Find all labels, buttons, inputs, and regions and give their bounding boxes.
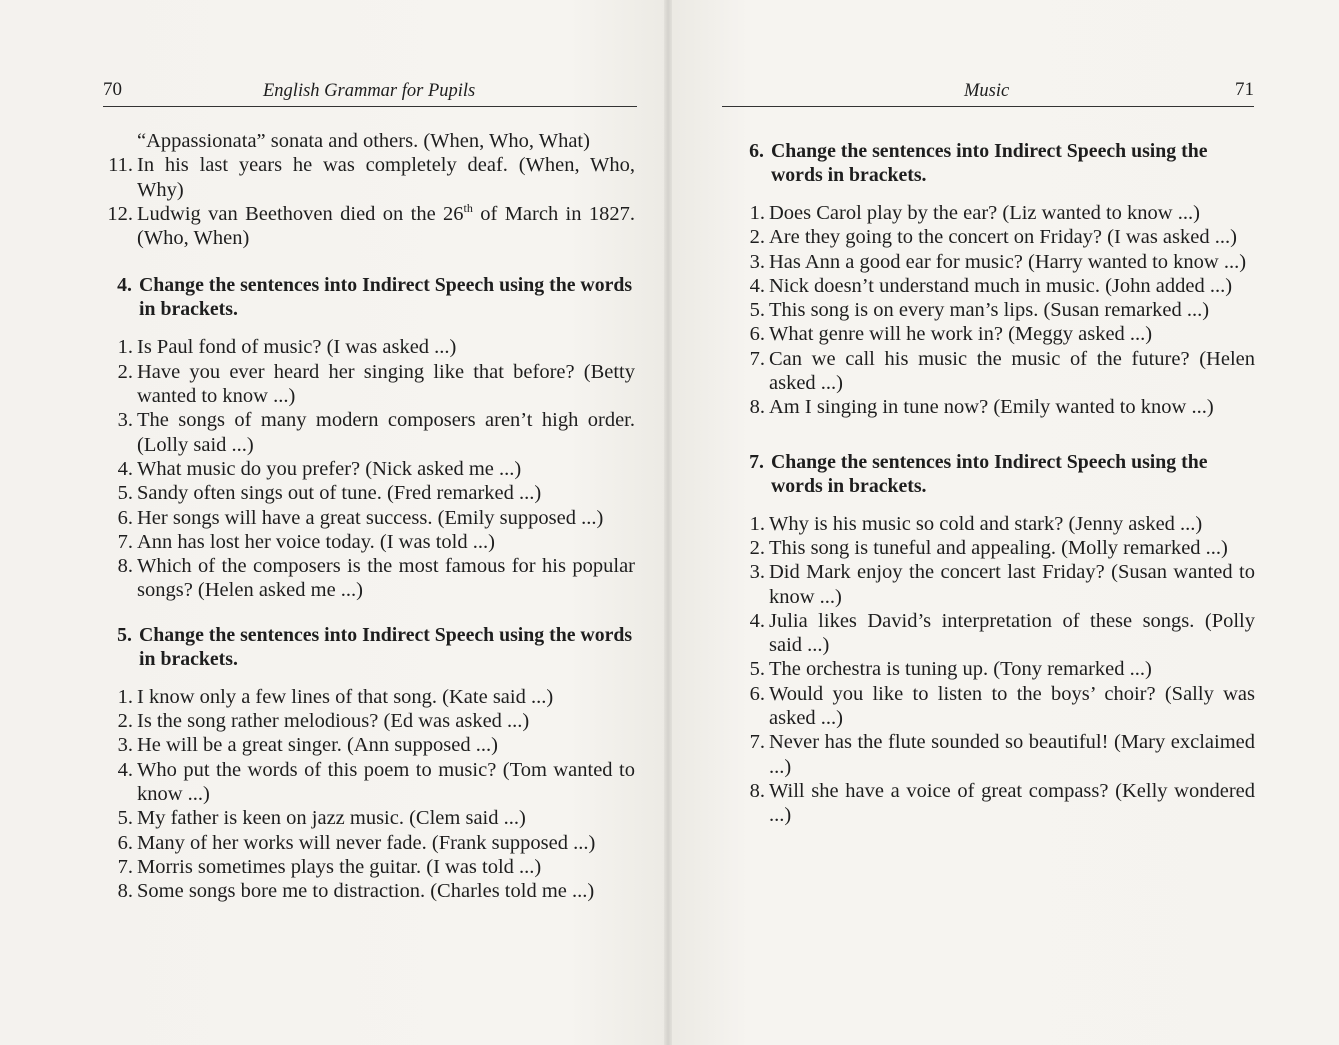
item-number: 4. [749,274,765,297]
item-text: In his last years he was completely deaf. (When, Who, Why) [137,154,635,201]
exercise-number: 4. [117,274,132,297]
list-item [104,153,635,202]
list-item [104,855,635,879]
item-text: Why is his music so cold and stark? (Jenny asked ...) [769,512,1203,535]
right-page [668,0,1339,1045]
left-page [0,0,668,1045]
exercise-number: 6. [749,140,764,162]
item-number: 3. [117,409,133,432]
item-text: Are they going to the concert on Friday? (I was asked ...) [769,226,1237,249]
list-item [736,250,1255,274]
item-text: This song is tuneful and appealing. (Molly remarked ...) [769,536,1228,559]
list-item [736,512,1255,536]
list-item [104,554,635,603]
list-item [104,758,635,807]
exercise-heading [104,273,635,321]
item-number: 11. [108,154,133,177]
item-number: 4. [117,457,133,480]
item-text: This song is on every man’s lips. (Susan remarked ...) [769,299,1210,322]
item-number: 8. [117,555,133,578]
exercise-instruction: Change the sentences into Indirect Speech using the words in brackets. [139,274,633,321]
item-number: 8. [117,880,133,903]
item-number: 6. [749,682,765,705]
list-item [736,657,1255,681]
item-text: Is the song rather melodious? (Ed was asked ...) [137,710,530,733]
item-text: Did Mark enjoy the concert last Friday? (Susan wanted to know ...) [769,561,1255,608]
left-page-content [104,129,635,903]
item-text: Has Ann a good ear for music? (Harry wanted to know ...) [769,250,1247,273]
item-number: 3. [117,734,133,757]
item-text: Never has the flute sounded so beautiful! (Mary exclaimed ...) [769,731,1255,778]
item-number: 4. [749,609,765,632]
left-running-head [103,78,637,107]
right-page-number: 71 [1235,79,1254,100]
item-text: Is Paul fond of music? (I was asked ...) [137,336,457,359]
list-item [736,225,1255,249]
item-number: 6. [749,323,765,346]
item-text: Who put the words of this poem to music? (Tom wanted to know ...) [137,758,635,805]
item-text: The orchestra is tuning up. (Tony remarked ...) [769,658,1152,681]
item-text: What genre will he work in? (Meggy asked ...) [769,323,1153,346]
list-item [104,481,635,505]
list-item [104,457,635,481]
item-number: 7. [749,731,765,754]
item-text-part: Ludwig van Beethoven died on the 26 [137,202,464,225]
item-number: 2. [117,360,133,383]
list-item [736,779,1255,828]
exercise-heading [736,139,1255,187]
item-number: 7. [749,347,765,370]
list-item [104,530,635,554]
item-number: 5. [749,299,765,322]
item-number: 1. [749,202,765,224]
item-number: 1. [117,685,133,708]
list-item [736,274,1255,298]
right-running-head [722,78,1254,107]
list-item [736,536,1255,560]
item-number: 1. [117,336,133,359]
left-running-title: English Grammar for Pupils [263,81,476,101]
list-item [104,831,635,855]
list-item [104,709,635,733]
continued-item-text: “Appassionata” sonata and others. (When, Who, What) [137,130,590,152]
right-page-content [736,139,1255,828]
item-number: 5. [749,658,765,681]
item-text-part: of March in 1827. (Who, When) [137,202,635,250]
exercise-heading [104,623,635,671]
item-text: He will be a great singer. (Ann supposed ...) [137,734,498,757]
item-number: 3. [749,561,765,584]
item-number: 8. [749,779,765,802]
item-text: Which of the composers is the most famous for his popular songs? (Helen asked me ...) [137,555,635,602]
ordinal-suffix: th [463,201,473,216]
item-text: Am I singing in tune now? (Emily wanted to know ...) [769,396,1214,419]
exercise-number: 5. [117,623,132,646]
book-gutter [664,0,672,1045]
list-item [736,322,1255,346]
item-text: Have you ever heard her singing like that before? (Betty wanted to know ...) [137,360,635,408]
list-item [104,879,635,903]
list-item [736,730,1255,779]
item-text: Sandy often sings out of tune. (Fred remarked ...) [137,482,542,505]
list-item [736,395,1255,419]
item-number: 7. [117,855,133,878]
item-number: 4. [117,758,133,781]
item-text: Can we call his music the music of the future? (Helen asked ...) [769,347,1255,395]
item-number: 5. [117,482,133,505]
item-number: 5. [117,807,133,830]
item-number: 2. [749,226,765,249]
item-number: 12. [107,202,133,225]
exercise-number: 7. [749,450,764,473]
list-item [104,806,635,830]
item-text: Will she have a voice of great compass? (Kelly wondered ...) [769,779,1255,827]
item-text: Many of her works will never fade. (Frank supposed ...) [137,831,596,854]
item-number: 1. [749,512,765,535]
item-number: 2. [749,536,765,559]
item-text: Nick doesn’t understand much in music. (John added ...) [769,274,1233,297]
list-item [736,201,1255,225]
exercise-heading [736,450,1255,498]
item-text: Does Carol play by the ear? (Liz wanted to know ...) [769,202,1200,224]
list-item [736,298,1255,322]
item-text: Julia likes David’s interpretation of these songs. (Polly said ...) [769,609,1255,657]
item-text: Her songs will have a great success. (Emily supposed ...) [137,506,604,529]
exercise-instruction: Change the sentences into Indirect Speech using the words in brackets. [771,140,1208,186]
list-item [104,408,635,457]
item-text: Some songs bore me to distraction. (Charles told me ...) [137,880,595,903]
item-number: 7. [117,530,133,553]
item-text: What music do you prefer? (Nick asked me ...) [137,457,522,480]
list-item [736,609,1255,658]
list-item [736,347,1255,396]
list-item [104,360,635,409]
list-item [104,685,635,709]
item-number: 8. [749,396,765,419]
item-number: 2. [117,710,133,733]
item-number: 3. [749,250,765,273]
item-number: 6. [117,506,133,529]
right-running-title: Music [964,81,1010,101]
item-text: Ann has lost her voice today. (I was told ...) [137,530,495,553]
item-text: The songs of many modern composers aren’t high order. (Lolly said ...) [137,409,635,456]
list-item [736,682,1255,731]
exercise-instruction: Change the sentences into Indirect Speech using the words in brackets. [771,450,1208,497]
item-text: Would you like to listen to the boys’ choir? (Sally was asked ...) [769,682,1255,730]
left-page-number: 70 [103,79,122,100]
list-item [104,506,635,530]
list-item [104,733,635,757]
item-number: 6. [117,831,133,854]
list-item [104,202,635,251]
item-text: My father is keen on jazz music. (Clem said ...) [137,807,526,830]
list-item [104,335,635,359]
exercise-instruction: Change the sentences into Indirect Speech using the words in brackets. [139,623,633,670]
item-text: I know only a few lines of that song. (Kate said ...) [137,685,554,708]
list-item [736,560,1255,609]
item-text: Morris sometimes plays the guitar. (I was told ...) [137,855,542,878]
